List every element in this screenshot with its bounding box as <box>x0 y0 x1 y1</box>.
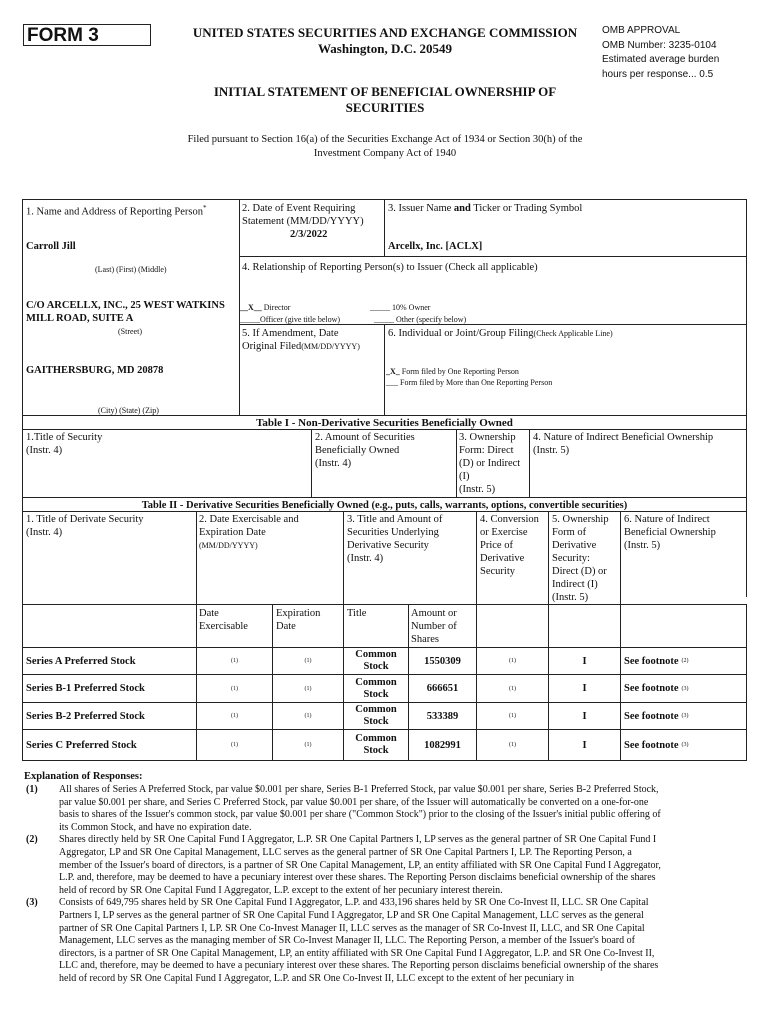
row-expiration-date: (1) <box>304 713 312 719</box>
filing-option-one: _X_ Form filed by One Reporting Person <box>386 367 519 376</box>
row-conversion-price: (1) <box>509 713 516 719</box>
footnote-line: LLC and, therefore, may be deemed to have a pecuniary interest over these shares. The Reporting person disclaims beneficial ownership of the shares <box>59 960 659 972</box>
city-state-zip: GAITHERSBURG, MD 20878 <box>26 365 164 376</box>
row-underlying-title <box>344 675 408 702</box>
filed-line1: Filed pursuant to Section 16(a) of the Securities Exchange Act of 1934 or Section 30(h) of the <box>187 134 583 145</box>
row-nature-ownership <box>624 730 746 760</box>
table2-col5-l4: Security: <box>552 553 590 564</box>
row-ownership-form: I <box>582 683 587 694</box>
table2-col6-l2: Beneficial Ownership <box>624 527 716 538</box>
table2-col4-l1: 4. Conversion <box>480 514 539 525</box>
row-nature-text: See footnote <box>624 683 679 694</box>
table1-col1-header <box>26 431 102 457</box>
table2-top <box>22 511 747 512</box>
subheader-date-ex-l2: Exercisable <box>199 621 248 632</box>
row-nature-text: See footnote <box>624 739 679 751</box>
subheader-amount-l2: Number of <box>411 621 457 632</box>
subheader-expiration-date <box>276 607 320 633</box>
row-conversion-price: (1) <box>509 658 516 664</box>
footnote-line: Shares directly held by SR One Capital Fund I Aggregator, L.P. SR One Capital Partners I, LP serves as the general partner of SR One Capital Fund I <box>59 834 657 846</box>
footnote-line: par value $0.001 per share, and Series C Preferred Stock, par value $0.001 per share, of the Issuer will automatically be converted on a one-for-one <box>59 796 649 808</box>
table2-left <box>22 511 23 761</box>
row-date-exercisable: (1) <box>231 713 238 719</box>
row-underlying-title <box>344 648 408 674</box>
box4-label: 4. Relationship of Reporting Person(s) to Issuer (Check all applicable) <box>242 262 538 273</box>
table1-col3-header <box>459 431 520 496</box>
box2-label-line2: Statement (MM/DD/YYYY) <box>242 216 364 227</box>
footnote-line: directors, is a partner of SR One Capital Management, LP, an entity affiliated with SR One Capital Fund I Aggregator, L.P. and SR One Co-Invest II, <box>59 947 655 959</box>
row-ownership-form: I <box>582 655 587 667</box>
table2-col3-l1: 3. Title and Amount of <box>347 514 443 525</box>
subheader-exp-l1: Expiration <box>276 608 321 619</box>
omb-approval-box <box>602 24 719 82</box>
street-line2: MILL ROAD, SUITE A <box>26 313 134 324</box>
box-left-border <box>22 199 23 429</box>
table2-col4-l2: or Exercise <box>480 527 528 538</box>
row-underlying-title-line: Stock <box>363 716 389 727</box>
row-underlying-title <box>344 730 408 760</box>
table2-col1-l2: (Instr. 4) <box>26 527 63 538</box>
footnote-line: member of the Issuer's board of directors, is a partner of SR One Capital Management, LP, an entity affiliated with SR One Capital Fund I Aggregator, <box>59 859 661 871</box>
table2-col1-l1: 1. Title of Derivate Security <box>26 514 144 525</box>
director-option: __X__ Director <box>240 303 291 312</box>
street-line1: C/O ARCELLX, INC., 25 WEST WATKINS <box>26 300 225 311</box>
row-amount: 533389 <box>426 710 459 722</box>
table1-col3-l4: (I) <box>459 471 470 482</box>
table1-col4-header <box>533 431 713 457</box>
box6-label: 6. Individual or Joint/Group Filing(Check Applicable Line) <box>388 328 613 339</box>
footnote-line: Management, LLC serves as the managing member of SR Co-Invest Manager II, LLC. The Reporting Person, a member of the Issuer's board of <box>59 935 635 947</box>
table2-col5-header <box>552 513 609 604</box>
footnote-line: All shares of Series A Preferred Stock, par value $0.001 per share, Series B-1 Preferred Stock, par value $0.001 per share, Series B-2 Preferred Stock, <box>59 784 659 795</box>
table1-div3 <box>529 429 530 497</box>
explanation-title: Explanation of Responses: <box>24 771 143 782</box>
row-conversion-price: (1) <box>509 685 516 692</box>
table1-col4-l2: (Instr. 5) <box>533 445 570 456</box>
table2-col2-l1: 2. Date Exercisable and <box>199 514 299 525</box>
form-title-line2: SECURITIES <box>345 100 425 115</box>
table2-col3-l2: Securities Underlying <box>347 527 439 538</box>
row-nature-ownership <box>624 675 746 702</box>
omb-burden: Estimated average burden <box>602 54 720 65</box>
table2-col3-l3: Derivative Security <box>347 540 429 551</box>
row-underlying-title-line: Common <box>355 733 397 744</box>
footnote-line: basis to shares of the Issuer's common stock, par value $0.001 per share ("Common Stock") prior to the closing of the Issuer's initial public offering of <box>59 809 661 821</box>
row-ownership-form: I <box>582 739 587 751</box>
table2-col2-header <box>199 513 299 552</box>
footnote-line: partner of SR One Capital Partners I, LP. SR One Co-Invest Manager II, LLC serves as the manager of SR Co-Invest II, LLC, and SR One Capital <box>59 922 645 934</box>
footnote-line: its Common Stock, and have no expiration date. <box>59 821 252 833</box>
table2-col5-l6: Indirect (I) <box>552 579 598 590</box>
table2-col5-l1: 5. Ownership <box>552 514 609 525</box>
row-expiration-date: (1) <box>304 685 312 692</box>
other-option: _____ Other (specify below) <box>374 315 467 324</box>
footnote-line: Aggregator, LP and SR One Capital Management, LLC serves as the general partner of SR One Capital Partners I, LP. The Reporting Person, a <box>59 847 632 858</box>
officer-option: _____Officer (give title below) <box>240 315 341 324</box>
row-nature-text: See footnote <box>624 710 679 722</box>
row-expiration-date: (1) <box>304 742 312 748</box>
subheader-amount-l3: Shares <box>411 634 439 645</box>
omb-title: OMB APPROVAL <box>602 25 681 36</box>
footnote-line: Partners I, LP serves as the general partner of SR One Capital Fund I Aggregator, LP and SR One Capital Management, LLC serves as the general <box>59 910 644 921</box>
table1-div2 <box>456 429 457 497</box>
filing-option-multiple: ___ Form filed by More than One Reporting Person <box>386 378 553 387</box>
footnote-number: (3) <box>26 897 38 909</box>
box5-label-line2: Original Filed(MM/DD/YYYY) <box>242 341 360 352</box>
subheader-date-ex-l1: Date <box>199 608 219 619</box>
table1-col3-l5: (Instr. 5) <box>459 484 496 495</box>
table1-col4-l1: 4. Nature of Indirect Beneficial Ownership <box>533 432 714 443</box>
row-underlying-title-line: Stock <box>363 745 389 756</box>
box2-label <box>242 202 364 228</box>
box5-label-line1: 5. If Amendment, Date <box>242 328 339 339</box>
table2-header-bottom <box>22 604 747 605</box>
event-date: 2/3/2022 <box>290 229 328 240</box>
box-right-border <box>746 199 747 597</box>
table1-bottom <box>22 497 747 498</box>
reporting-person-name: Carroll Jill <box>26 241 76 252</box>
city-sublabel: (City) (State) (Zip) <box>98 406 159 415</box>
row-underlying-title-line: Common <box>355 704 397 715</box>
row-nature-footnote[interactable]: (3) <box>681 742 689 748</box>
row-underlying-title-line: Common <box>355 676 397 688</box>
row-ownership-form: I <box>582 710 587 722</box>
table2-col5-l3: Derivative <box>552 540 597 551</box>
table2-col5-l5: Direct (D) or <box>552 566 607 577</box>
box56-divider <box>384 324 385 415</box>
table1-title: Table I - Non-Derivative Securities Beneficially Owned <box>256 417 513 429</box>
table2-bottom <box>22 760 747 761</box>
row-date-exercisable: (1) <box>231 685 238 692</box>
row-nature-ownership <box>624 703 746 729</box>
row-nature-footnote[interactable]: (3) <box>681 685 689 692</box>
form-title-line1: INITIAL STATEMENT OF BENEFICIAL OWNERSHIP OF <box>213 84 557 99</box>
row-nature-footnote[interactable]: (3) <box>681 713 689 719</box>
footnote-number: (1) <box>26 784 38 795</box>
subheader-amount-l1: Amount or <box>411 608 457 619</box>
row-nature-ownership <box>624 648 746 674</box>
row-nature-footnote[interactable]: (2) <box>681 658 689 664</box>
subheader-date-exercisable <box>199 607 248 633</box>
table2-col5-l7: (Instr. 5) <box>552 592 589 603</box>
table2-title: Table II - Derivative Securities Beneficially Owned (e.g., puts, calls, warrants, options, convertible securities) <box>141 500 628 511</box>
row-expiration-date: (1) <box>304 658 312 664</box>
form-title <box>160 84 610 116</box>
table2-div5 <box>620 511 621 761</box>
box3-label: 3. Issuer Name and Ticker or Trading Symbol <box>388 203 583 214</box>
footnote-line: Consists of 649,795 shares held by SR One Capital Fund I Aggregator, L.P. and 433,196 shares held by SR One Co-Invest II, LLC. SR One Capital <box>59 897 649 909</box>
row-date-exercisable: (1) <box>231 658 238 664</box>
row-security-title: Series A Preferred Stock <box>26 655 136 667</box>
subheader-amount <box>411 607 457 646</box>
table1-div1 <box>311 429 312 497</box>
table1-col1-l1: 1.Title of Security <box>26 432 103 443</box>
filed-pursuant <box>140 133 630 161</box>
table2-col3-l4: (Instr. 4) <box>347 553 384 564</box>
footnote-line: L.P. and, therefore, may be deemed to have a pecuniary interest over these shares. The Reporting Person disclaims beneficial ownership of the shares <box>59 872 656 884</box>
row-security-title: Series B-2 Preferred Stock <box>26 710 145 722</box>
box2-label-line1: 2. Date of Event Requiring <box>242 203 356 214</box>
filed-line2: Investment Company Act of 1940 <box>313 148 457 159</box>
table2-col4-l4: Derivative <box>480 553 525 564</box>
row-underlying-title-line: Common <box>355 649 397 660</box>
subheader-exp-l2: Date <box>276 621 296 632</box>
table2-col6-l1: 6. Nature of Indirect <box>624 514 710 525</box>
table1-col3-l1: 3. Ownership <box>459 432 516 443</box>
table2-col1-header <box>26 513 144 539</box>
omb-hours: hours per response... 0.5 <box>602 68 714 80</box>
table2-right-lower <box>746 604 747 761</box>
table1-col2-l3: (Instr. 4) <box>315 458 352 469</box>
row-conversion-price: (1) <box>509 742 516 748</box>
subheader-title: Title <box>347 608 367 619</box>
row-security-title: Series C Preferred Stock <box>26 739 137 751</box>
table1-col2-header <box>315 431 415 470</box>
table2-col5-l2: Form of <box>552 527 587 538</box>
table2-col3-header <box>347 513 442 565</box>
table2-col4-l3: Price of <box>480 540 513 551</box>
box5-label <box>242 327 360 353</box>
table2-col4-l5: Security <box>480 566 515 577</box>
footnote-line: held of record by SR One Capital Fund I Aggregator, L.P. except to the extent of her pecuniary interest therein. <box>59 884 503 896</box>
agency-name: UNITED STATES SECURITIES AND EXCHANGE COMMISSION <box>192 25 578 40</box>
row-underlying-title <box>344 703 408 729</box>
row-security-title: Series B-1 Preferred Stock <box>26 683 145 694</box>
footnote-number: (2) <box>26 834 38 846</box>
row-nature-text: See footnote <box>624 655 679 667</box>
agency-header <box>175 25 595 57</box>
table1-col2-l2: Beneficially Owned <box>315 445 400 456</box>
box4-top <box>239 256 747 257</box>
table2-col2-l2: Expiration Date <box>199 527 266 538</box>
street-address <box>26 299 225 325</box>
table1-col2-l1: 2. Amount of Securities <box>315 432 415 443</box>
issuer-name: Arcellx, Inc. [ACLX] <box>388 241 483 252</box>
row-amount: 666651 <box>426 683 459 694</box>
agency-location: Washington, D.C. 20549 <box>318 41 452 56</box>
table2-col4-header <box>480 513 539 578</box>
table2-col2-sub: (MM/DD/YYYY) <box>199 541 258 550</box>
form-label: FORM 3 <box>23 24 151 46</box>
omb-number: OMB Number: 3235-0104 <box>602 39 717 51</box>
ten-percent-owner-option: _____ 10% Owner <box>370 303 431 312</box>
row-amount: 1550309 <box>424 655 461 667</box>
table1-col3-l3: (D) or Indirect <box>459 458 521 469</box>
table1-col3-l2: Form: Direct <box>459 445 514 456</box>
name-sublabel: (Last) (First) (Middle) <box>95 265 167 274</box>
table1-top <box>22 429 747 430</box>
table2-col6-l3: (Instr. 5) <box>624 540 661 551</box>
table2-col6-header <box>624 513 716 552</box>
street-sublabel: (Street) <box>118 327 142 336</box>
row-underlying-title-line: Stock <box>363 661 389 672</box>
row-amount: 1082991 <box>424 739 461 751</box>
table1-col1-l2: (Instr. 4) <box>26 445 63 456</box>
footnote-line: held of record by SR One Capital Fund I Aggregator, L.P. and SR One Co-Invest II, LLC except to the extent of her pecuniary in <box>59 973 575 984</box>
box1-label: 1. Name and Address of Reporting Person* <box>26 204 207 218</box>
row-date-exercisable: (1) <box>231 742 238 748</box>
row-underlying-title-line: Stock <box>363 688 389 700</box>
box23-divider <box>384 199 385 257</box>
